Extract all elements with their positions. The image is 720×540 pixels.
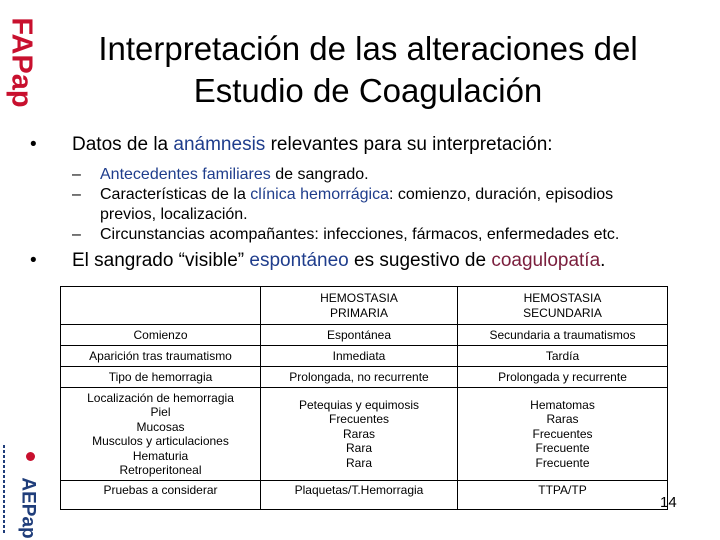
aepap-logo-text: AEPap (18, 477, 39, 539)
bullet-1 (30, 133, 700, 157)
row-label: Localización de hemorragia Piel Mucosas Musculos y articulaciones Hematuria Retroperitoneal (61, 388, 261, 481)
bullet-list (30, 133, 700, 273)
table-header-empty (61, 287, 261, 325)
title-line-1: Interpretación de las alteraciones del (98, 30, 638, 67)
bullet-marker: • (30, 134, 37, 155)
slide-title (58, 28, 678, 112)
table-header-row (61, 287, 668, 325)
sub-bullet-3-text: Circunstancias acompañantes: infecciones, fármacos, enfermedades etc. (100, 226, 620, 243)
coagulation-table (60, 286, 668, 510)
table-cell: Petequias y equimosis Frecuentes Raras Rara Rara (261, 388, 458, 481)
sub-bullet-1-highlight: Antecedentes familiares (100, 166, 271, 183)
table-row (61, 388, 668, 481)
table-cell: Plaquetas/T.Hemorragia (261, 481, 458, 510)
bullet-1-highlight: anámnesis (173, 134, 266, 155)
bullet-2-highlight-2: coagulopatía (491, 250, 601, 271)
bullet-1-post: relevantes para su interpretación: (265, 134, 553, 155)
table-cell: Prolongada, no recurrente (261, 367, 458, 388)
table-header-secundaria: HEMOSTASIA SECUNDARIA (458, 287, 668, 325)
sub-bullet-2-pre: Características de la (100, 186, 251, 203)
sub-bullet-2-post: : comienzo, duración, episodios (389, 186, 614, 203)
sub-bullet-3 (30, 225, 700, 245)
row-label: Comienzo (61, 325, 261, 346)
sub-bullet-marker: – (72, 186, 81, 203)
table-cell: Prolongada y recurrente (458, 367, 668, 388)
bullet-2-highlight: espontáneo (249, 250, 349, 271)
aepap-logo-word (8, 478, 48, 538)
logo-dot (26, 452, 35, 461)
sub-bullet-2 (30, 185, 700, 225)
bullet-2-mid: es sugestivo de (348, 250, 492, 271)
bullet-2-post: . (600, 250, 606, 271)
fapap-logo-text: FAPap (5, 16, 38, 108)
table-cell: Inmediata (261, 346, 458, 367)
table-cell: TTPA/TP (458, 481, 668, 510)
table-row (61, 367, 668, 388)
title-line-2: Estudio de Coagulación (193, 72, 543, 109)
sub-bullet-2-highlight: clínica hemorrágica (250, 186, 390, 203)
bullet-2-pre: El sangrado “visible” (72, 250, 250, 271)
table-cell: Hematomas Raras Frecuentes Frecuente Frecuente (458, 388, 668, 481)
bullet-1-pre: Datos de la (72, 134, 174, 155)
row-label: Aparición tras traumatismo (61, 346, 261, 367)
fapap-logo (4, 14, 38, 110)
sub-bullet-1 (30, 165, 700, 185)
page-number: 14 (660, 494, 677, 511)
table-row (61, 325, 668, 346)
bullet-2 (30, 249, 700, 273)
table-row (61, 346, 668, 367)
sub-bullet-2-line2: previos, localización. (100, 206, 248, 223)
aepap-logo (0, 440, 40, 540)
table-cell: Espontánea (261, 325, 458, 346)
row-label: Pruebas a considerar (61, 481, 261, 510)
table-cell: Secundaria a traumatismos (458, 325, 668, 346)
table-header-primaria: HEMOSTASIA PRIMARIA (261, 287, 458, 325)
sub-bullet-marker: – (72, 226, 81, 243)
bullet-marker: • (30, 250, 37, 271)
sub-bullet-1-post: de sangrado. (270, 166, 369, 183)
logo-stripe (3, 445, 5, 533)
sub-bullet-marker: – (72, 166, 81, 183)
row-label: Tipo de hemorragia (61, 367, 261, 388)
table-row (61, 481, 668, 510)
table-cell: Tardía (458, 346, 668, 367)
